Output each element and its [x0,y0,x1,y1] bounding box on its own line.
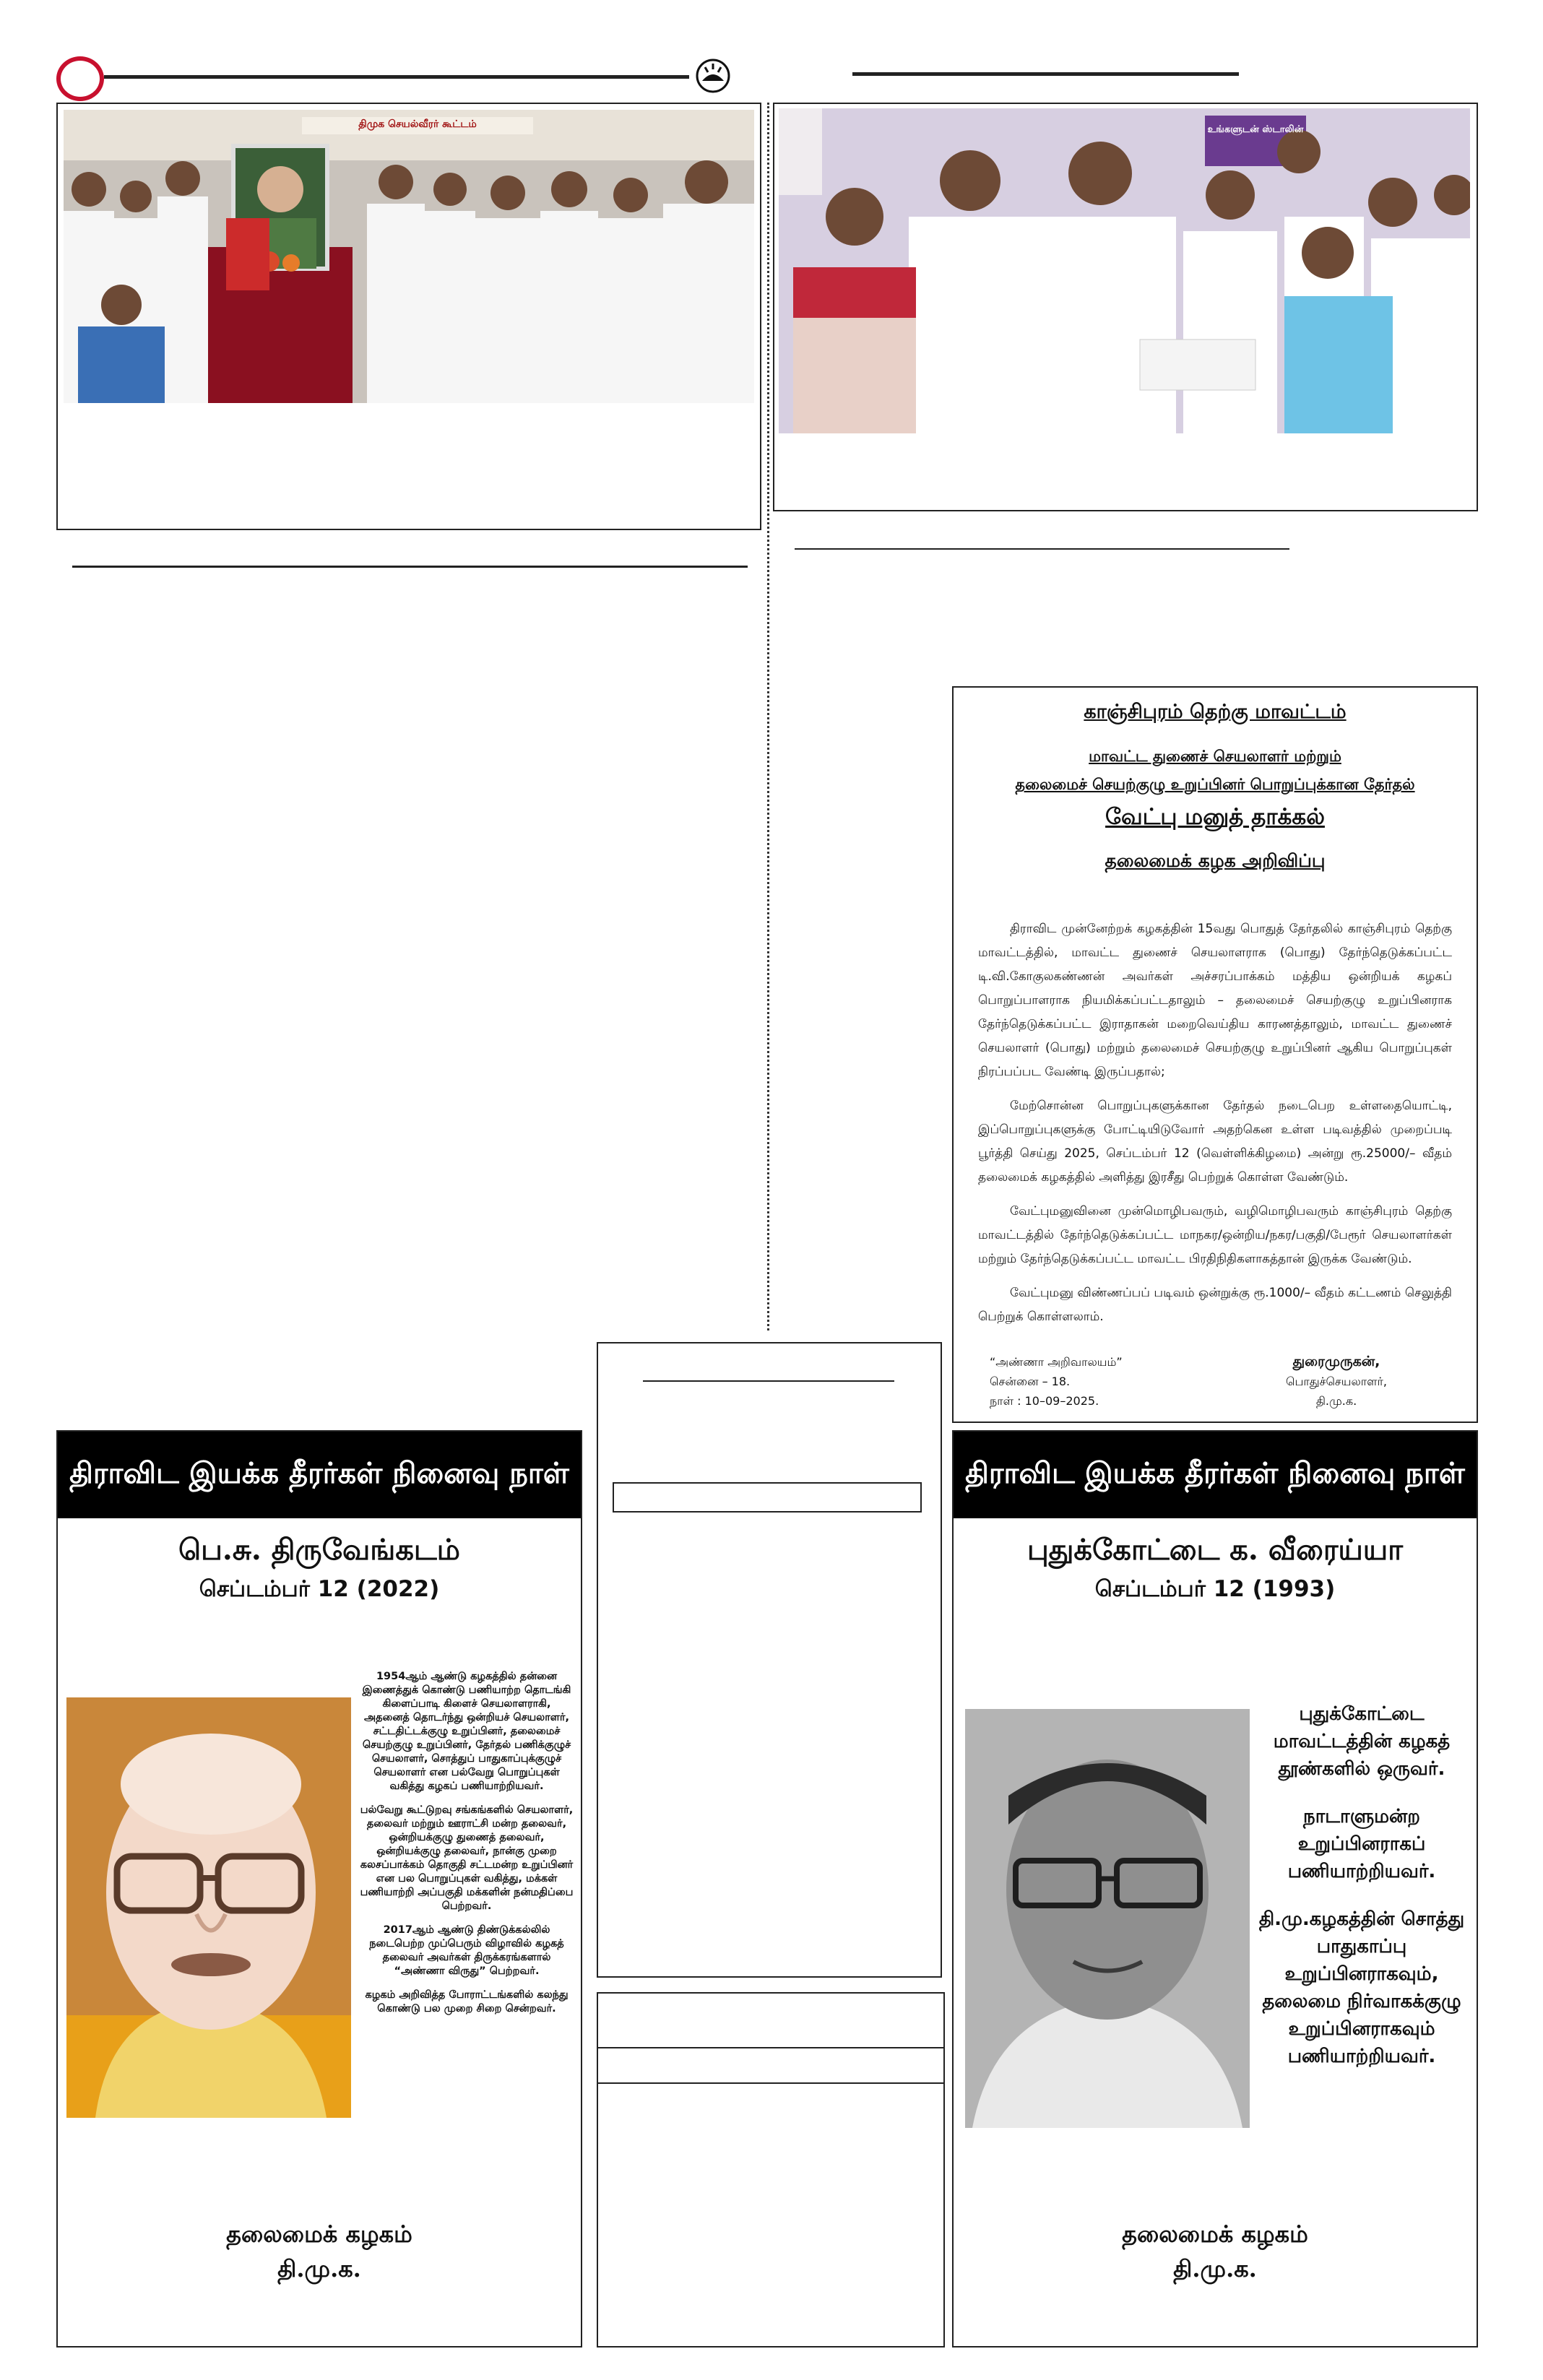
memorial-left-bio-1: 1954ஆம் ஆண்டு கழகத்தில் தன்னை இணைத்துக் கொண்டு பணியாற்ற தொடங்கி கிளைப்பாடி கிளைச் செயலாளராகி, அதனைத் தொடர்ந்து ஒன்றியச் செயலாளர், சட்டதிட்டக்குழு உறுப்பினர், தலைமைச் செயற்குழு உறுப்பினர், தேர்தல் பணிக்குழுச் செயலாளர், சொத்துப் பாதுகாப்புக்குழுச் செயலாளர் என பல்வேறு பொறுப்புகள் வகித்து கழகப் பணியாற்றியவர். [362,1671,571,1792]
memorial-right-bio-3: தி.மு.கழகத்தின் சொத்து பாதுகாப்பு உறுப்பினராகவும், தலைமை நிர்வாகக்குழு உறுப்பினராகவும் பணியாற்றியவர். [1258,1908,1465,2067]
column-divider-dotted [767,103,769,1330]
notice-subtitle-1: மாவட்ட துணைச் செயலாளர் மற்றும் [1089,748,1341,765]
memorial-right-bio-2: நாடாளுமன்ற உறுப்பினராகப் பணியாற்றியவர். [1287,1806,1436,1882]
left-photo-banner-text: திமுக செயல்வீரர் கூட்டம் [358,118,477,130]
memorial-left-portrait [66,1697,351,2118]
memorial-left-bio-2: பல்வேறு கூட்டுறவு சங்கங்களில் செயலாளர், தலைவர் மற்றும் ஊராட்சி மன்ற தலைவர், ஒன்றியக்குழு துணைத் தலைவர், ஒன்றியக்குழு தலைவர், நான்கு முறை கலசப்பாக்கம் தொகுதி சட்டமன்ற உறுப்பினர் என பல பொறுப்புகள் வகித்து, மக்கள் பணியாற்றி அப்பகுதி மக்களின் நன்மதிப்பை பெற்றவர். [360,1804,574,1912]
event-photo-left [64,110,754,403]
center-bottom-rule-1 [597,2047,945,2048]
memorial-left-footer-2: தி.மு.க. [277,2255,361,2282]
notice-subtitle-2: தலைமைச் செயற்குழு உறுப்பினர் பொறுப்புக்கான தேர்தல் [1015,776,1415,793]
notice-subheading: தலைமைக் கழக அறிவிப்பு [1105,850,1326,871]
memorial-right-portrait [965,1709,1250,2128]
masthead-rule-right [852,72,1239,76]
notice-paragraph-3: வேட்புமனுவினை முன்மொழிபவரும், வழிமொழிபவரும் காஞ்சிபுரம் தெற்கு மாவட்டத்தில் தேர்ந்தெடுக்கப்பட்ட மாநகர/ஒன்றிய/நகர/பகுதி/பேரூர் செயலாளர்கள் மற்றும் தேர்ந்தெடுக்கப்பட்ட மாவட்ட பிரதிநிதிகளாகத்தான் இருக்க வேண்டும். [978,1204,1452,1266]
election-notice [952,686,1478,1423]
center-empty-box-top [597,1342,942,1978]
notice-title: காஞ்சிபுரம் தெற்கு மாவட்டம் [1084,701,1347,723]
center-box-rule [643,1380,894,1382]
memorial-left-footer-1: தலைமைக் கழகம் [226,2220,412,2248]
notice-signatory: துரைமுருகன், [1292,1354,1380,1369]
center-box-input-outline [613,1482,922,1513]
notice-paragraph-4: வேட்புமனு விண்ணப்பப் படிவம் ஒன்றுக்கு ரூ.1000/– வீதம் கட்டணம் செலுத்தி பெற்றுக் கொள்ளலாம். [978,1286,1452,1324]
notice-place-1: “அண்ணா அறிவாலயம்” [990,1355,1123,1369]
notice-paragraph-2: மேற்சொன்ன பொறுப்புகளுக்கான தேர்தல் நடைபெற உள்ளதையொட்டி, இப்பொறுப்புகளுக்கு போட்டியிடுவோர் அதற்கென உள்ள படிவத்தில் முறைப்படி பூர்த்தி செய்து 2025, செப்டம்பர் 12 (வெள்ளிக்கிழமை) அன்று ரூ.25000/– வீதம் தலைமைக் கழகத்தில் அளித்து இரசீது பெற்றுக் கொள்ள வேண்டும். [978,1099,1452,1185]
left-column-rule [72,566,748,568]
memorial-right-date: செப்டம்பர் 12 (1993) [1094,1576,1336,1602]
event-photo-right [779,108,1470,433]
memorial-right-bio-1: புதுக்கோட்டை மாவட்டத்தின் கழகத் தூண்களில் ஒருவர். [1273,1703,1451,1780]
rising-sun-emblem-icon [695,58,731,94]
masthead-rule-left [104,75,689,79]
memorial-left-bio-3: 2017ஆம் ஆண்டு திண்டுக்கல்லில் நடைபெற்ற முப்பெரும் விழாவில் கழகத் தலைவர் அவர்கள் திருக்கரங்களால் “அண்ணா விருது” பெற்றவர். [369,1924,564,1977]
notice-party: தி.மு.க. [1315,1394,1357,1408]
center-empty-box-bottom [597,1992,945,2347]
memorial-right-name: புதுக்கோட்டை க. வீரைய்யா [1026,1533,1404,1567]
notice-paragraph-1: திராவிட முன்னேற்றக் கழகத்தின் 15வது பொதுத் தேர்தலில் காஞ்சிபுரம் தெற்கு மாவட்டத்தில், மாவட்ட துணைச் செயலாளராக (பொது) தேர்ந்தெடுக்கப்பட்ட டி.வி.கோகுலகண்ணன் அவர்கள் அச்சரப்பாக்கம் மத்திய ஒன்றியக் கழகப் பொறுப்பாளராக நியமிக்கப்பட்டதாலும் – தலைமைச் செயற்குழு உறுப்பினராக தேர்ந்தெடுக்கப்பட்ட இராதாகன் மறைவெய்திய காரணத்தாலும், மாவட்ட துணைச் செயலாளர் (பொது) மற்றும் தலைமைச் செயற்குழு உறுப்பினர் ஆகிய பொறுப்புகள் நிரப்பப்பட வேண்டி இருப்பதால்; [978,922,1452,1079]
notice-place-2: சென்னை – 18. [990,1375,1071,1388]
memorial-left-date: செப்டம்பர் 12 (2022) [199,1576,440,1602]
notice-date: நாள் : 10–09–2025. [990,1394,1099,1408]
memorial-right-footer-1: தலைமைக் கழகம் [1122,2220,1308,2248]
memorial-left-bio-4: கழகம் அறிவித்த போராட்டங்களில் கலந்து கொண்டு பல முறை சிறை சென்றவர். [365,1989,569,2015]
right-column-rule [795,548,1289,550]
memorial-right-footer-2: தி.மு.க. [1173,2255,1257,2282]
memorial-right-banner: திராவிட இயக்க தீரர்கள் நினைவு நாள் [954,1432,1477,1518]
memorial-left-name: பெ.சு. திருவேங்கடம் [178,1533,460,1567]
memorial-left-banner: திராவிட இயக்க தீரர்கள் நினைவு நாள் [58,1432,581,1518]
center-bottom-rule-2 [597,2082,945,2084]
memorial-left [56,1430,582,2347]
notice-signatory-title: பொதுச்செயலாளர், [1285,1375,1387,1388]
memorial-right [952,1430,1478,2347]
masthead-circle-logo [56,56,104,101]
notice-heading: வேட்பு மனுத் தாக்கல் [1105,804,1325,830]
right-photo-banner-text: உங்களுடன் ஸ்டாலின் [1207,124,1304,135]
